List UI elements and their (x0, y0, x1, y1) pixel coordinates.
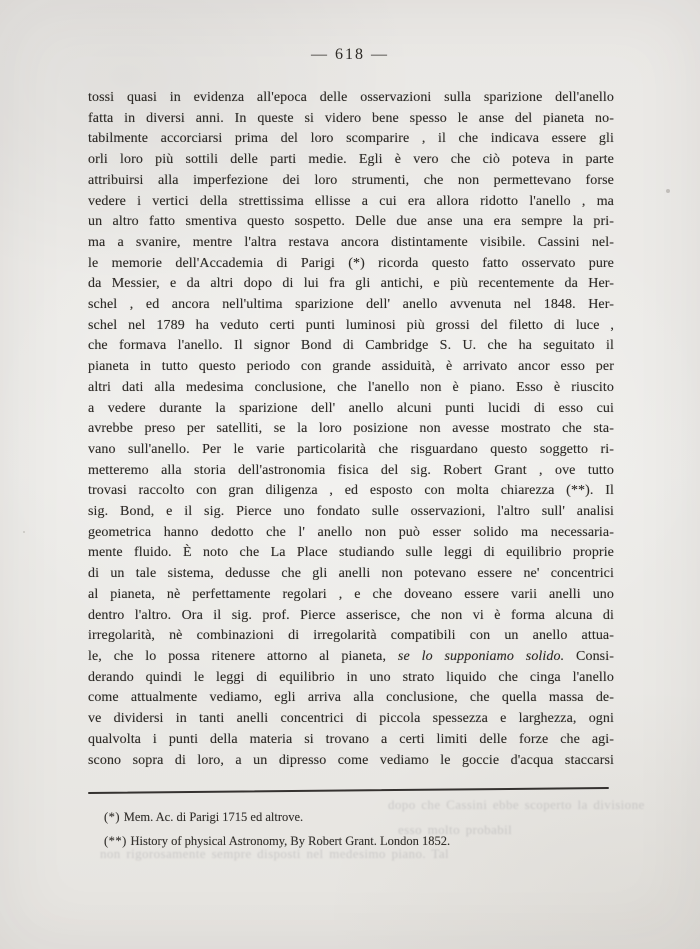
text-line: vedere i vertici della strettissima ellisse a cui era allora ridotto l'anello , ma (88, 193, 614, 209)
text-line: le memorie dell'Accademia di Parigi (*) ricorda questo fatto osservato pure (88, 255, 614, 271)
text-line: dentro l'altro. Ora il sig. prof. Pierce asserisce, che non vi è forma alcuna di (88, 607, 614, 623)
text-line: ve dividersi in tanti anelli concentrici di piccola spessezza e larghezza, ogni (88, 711, 614, 727)
text-line: fatta in diversi anni. In queste si videro bene spesso le anse del pianeta no- (88, 110, 614, 126)
text-line: metteremo alla storia dell'astronomia fisica del sig. Robert Grant , ove tutto (88, 462, 614, 478)
text-line: schel nel 1789 ha veduto certi punti luminosi più grossi del filetto di luce , (88, 317, 614, 333)
footnote-divider (88, 787, 609, 794)
text-line: qualvolta i punti della materia si trovano a certi limiti delle forze che agi- (88, 731, 614, 747)
text-line: avrebbe preso per satelliti, se la loro posizione non avesse mostrato che sta- (88, 421, 614, 437)
text-line: schel , ed ancora nell'ultima sparizione dell' anello avvenuta nel 1848. Her- (88, 297, 614, 313)
footnote-marker: (*) (104, 810, 124, 824)
text-line: a vedere durante la sparizione dell' anello alcuni punti lucidi di esso cui (88, 400, 614, 416)
text-line: trovasi raccolto con gran diligenza , ed esposto con molta chiarezza (**). Il (88, 483, 614, 499)
text-line: al pianeta, nè perfettamente regolari , e che doveano essere varii anelli uno (88, 586, 614, 602)
text-line: che formava l'anello. Il signor Bond di Cambridge S. U. che ha seguitato il (88, 338, 614, 354)
paper-speck (23, 531, 25, 533)
text-line: orli loro più sottili delle parti medie. Egli è vero che ciò poteva in parte (88, 152, 614, 168)
text-line: derando quindi le leggi di equilibrio in uno strato liquido che cinga l'anello (88, 669, 614, 685)
text-line: tossi quasi in evidenza all'epoca delle osservazioni sulla sparizione dell'anello (88, 90, 614, 105)
footnote-text: History of physical Astronomy, By Robert Grant. London 1852. (130, 833, 451, 848)
text-line: attribuirsi alla imperfezione dei loro strumenti, che non permettevano forse (88, 172, 614, 188)
bleed-through-text: esso molto probabil (398, 822, 513, 837)
text-line: tabilmente accorciarsi prima del loro scomparire , il che indicava essere gli (88, 131, 614, 147)
text-line: sig. Bond, e il sig. Pierce uno fondato sulle osservazioni, l'altro sull' analisi (88, 504, 614, 520)
text-line: scono sopra di loro, a un dipresso come vediamo le goccie d'acqua staccarsi (88, 752, 614, 768)
body-text (88, 88, 614, 771)
text-line: un altro fatto smentiva questo sospetto. Delle due anse una era sempre la pri- (88, 214, 614, 230)
text-line: irregolarità, nè combinazioni di irregolarità compatibili con un anello attua- (88, 628, 614, 644)
footnote-marker: (**) (104, 833, 131, 848)
text-line: geometrica hanno dedotto che l' anello non può esser solido ma necessaria- (88, 524, 614, 540)
text-line: altri dati alla medesima conclusione, che l'anello non è piano. Esso è riuscito (88, 379, 614, 395)
text-line: pianeta in tutto questo periodo con grande assiduità, è arrivato ancor esso per (88, 359, 614, 375)
page-number-header: — 618 — (311, 46, 389, 63)
footnote-text: Mem. Ac. di Parigi 1715 ed altrove. (123, 810, 304, 824)
text-line: le, che lo possa ritenere attorno al pianeta, se lo supponiamo solido. Consi- (88, 648, 614, 664)
text-line: di un tale sistema, dedusse che gli anelli non potevano essere ne' concentrici (88, 566, 614, 582)
text-line: mente fluido. È noto che La Place studiando sulle leggi di equilibrio proprie (88, 545, 614, 561)
paper-speck (206, 117, 208, 119)
bleed-through-text: dopo che Cassini ebbe scoperto la divisione (388, 797, 645, 812)
text-line: ma a svanire, mentre l'altra restava ancora distintamente visibile. Cassini nel- (88, 234, 614, 250)
text-line: come attualmente vediamo, egli arriva alla conclusione, che quella massa de- (88, 690, 614, 706)
bleed-through-text: non rigorosamente sempre disposti nel medesimo piano. Tal (100, 846, 450, 861)
text-line: da Messier, e da altri dopo di lui fra gli antichi, e più recentemente da Her- (88, 276, 614, 292)
paper-speck (666, 189, 670, 193)
text-line: vano sull'anello. Per le varie particolarità che risguardano questo soggetto ri- (88, 441, 614, 457)
